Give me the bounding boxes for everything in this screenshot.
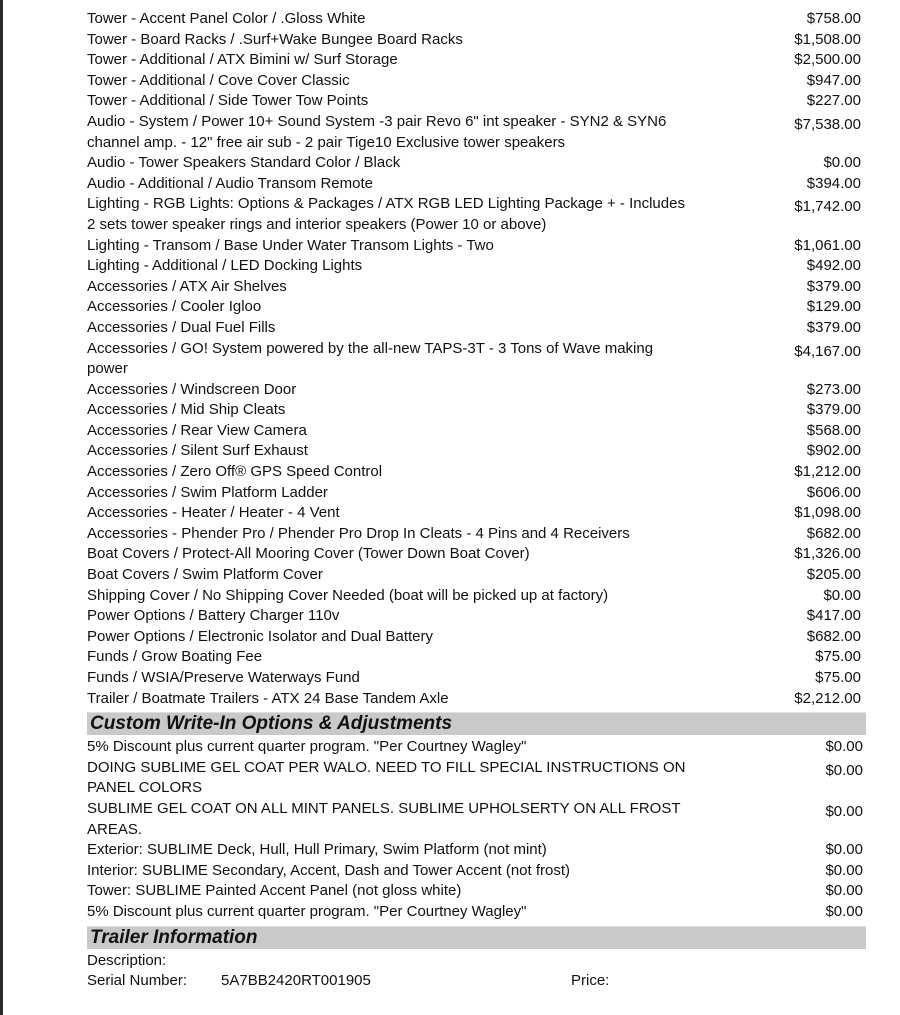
line-item-description: Tower - Accent Panel Color / .Gloss White [87, 10, 366, 27]
line-item-description: Tower - Board Racks / .Surf+Wake Bungee Board Racks [87, 30, 463, 48]
line-item-description: Funds / Grow Boating Fee [87, 648, 263, 666]
line-item-description: 5% Discount plus current quarter program. "Per Courtney Wagley" [87, 738, 527, 756]
line-item-row [87, 586, 867, 607]
line-item-description: Interior: SUBLIME Secondary, Accent, Dash and Tower Accent (not frost) [87, 861, 571, 879]
trailer-description-label: Description: [87, 951, 167, 969]
line-item-description: Accessories - Phender Pro / Phender Pro Drop In Cleats - 4 Pins and 4 Receivers [87, 524, 630, 542]
line-item-price: $947.00 [806, 71, 861, 89]
serial-number-value: 5A7BB2420RT001905 [221, 972, 371, 990]
line-item-price: $902.00 [806, 442, 861, 460]
line-item-description: Power Options / Battery Charger 110v [87, 607, 340, 625]
line-item-price: $379.00 [806, 318, 861, 336]
trailer-serial-row [87, 971, 867, 992]
custom-section-header: Custom Write-In Options & Adjustments [87, 712, 866, 735]
line-item-description: Audio - Tower Speakers Standard Color / Black [87, 154, 401, 172]
line-item-row [87, 30, 867, 51]
line-item-description: Tower - Additional / Cove Cover Classic [87, 71, 350, 89]
line-item-description: Tower - Additional / Side Tower Tow Points [87, 92, 369, 110]
line-item-price: $2,500.00 [794, 51, 861, 69]
line-item-price: $129.00 [806, 298, 861, 316]
line-item-row [87, 668, 867, 689]
line-item-row [87, 421, 867, 442]
line-item-price: $0.00 [825, 841, 863, 859]
line-item-description: Power Options / Electronic Isolator and Dual Battery [87, 627, 433, 645]
line-item-row [87, 153, 867, 174]
line-item-description: Shipping Cover / No Shipping Cover Needed (boat will be picked up at factory) [87, 586, 609, 604]
trailer-section-header: Trailer Information [87, 926, 866, 949]
line-item-description: Audio - Additional / Audio Transom Remote [87, 174, 373, 192]
line-item-price: $1,742.00 [794, 198, 861, 216]
line-item-description: Audio - System / Power 10+ Sound System -3 pair Revo 6" int speaker - SYN2 & SYN6 channel amp. - 12" free air sub - 2 pair Tige10 Exclusive tower speakers [87, 112, 667, 151]
line-item-price: $7,538.00 [794, 115, 861, 133]
line-item-description: Accessories / ATX Air Shelves [87, 277, 287, 295]
page-edge-border [0, 0, 3, 1015]
line-item-price: $75.00 [815, 648, 861, 666]
line-item-row [87, 799, 867, 840]
line-item-row [87, 297, 867, 318]
line-item-description: Boat Covers / Protect-All Mooring Cover (Tower Down Boat Cover) [87, 545, 530, 563]
line-item-price: $379.00 [806, 401, 861, 419]
line-item-row [87, 256, 867, 277]
line-item-description: Lighting - Additional / LED Docking Lights [87, 257, 363, 275]
line-item-price: $273.00 [806, 380, 861, 398]
line-item-price: $568.00 [806, 421, 861, 439]
line-item-row [87, 236, 867, 257]
line-item-price: $0.00 [825, 761, 863, 779]
line-item-row [87, 91, 867, 112]
line-item-row [87, 606, 867, 627]
line-item-price: $205.00 [806, 566, 861, 584]
line-item-price: $682.00 [806, 627, 861, 645]
line-item-row [87, 565, 867, 586]
line-item-description: Accessories / Cooler Igloo [87, 298, 262, 316]
line-item-description: Lighting - RGB Lights: Options & Packages / ATX RGB LED Lighting Package + - Includes 2 sets tower speaker rings and interior speakers (Power 10 or above) [87, 195, 685, 233]
line-item-description: Accessories / Swim Platform Ladder [87, 483, 328, 501]
line-item-price: $394.00 [806, 174, 861, 192]
line-item-price: $0.00 [825, 882, 863, 900]
options-sheet [87, 9, 867, 992]
line-item-row [87, 524, 867, 545]
line-item-row [87, 840, 867, 861]
line-item-price: $1,061.00 [794, 236, 861, 254]
line-item-price: $0.00 [825, 738, 863, 756]
line-item-price: $1,326.00 [794, 545, 861, 563]
line-item-description: Tower: SUBLIME Painted Accent Panel (not gloss white) [87, 882, 462, 900]
line-item-price: $0.00 [823, 154, 861, 172]
line-item-price: $75.00 [815, 669, 861, 686]
line-item-price: $2,212.00 [794, 689, 861, 707]
line-item-row [87, 194, 867, 235]
line-item-row [87, 277, 867, 298]
line-item-row [87, 861, 867, 882]
line-item-row [87, 902, 867, 923]
line-item-price: $758.00 [806, 10, 861, 27]
line-item-description: Tower - Additional / ATX Bimini w/ Surf Storage [87, 51, 398, 69]
line-item-description: Accessories / Silent Surf Exhaust [87, 442, 308, 460]
line-item-price: $379.00 [806, 277, 861, 295]
line-item-row [87, 462, 867, 483]
line-item-description: DOING SUBLIME GEL COAT PER WALO. NEED TO FILL SPECIAL INSTRUCTIONS ON PANEL COLORS [87, 758, 686, 797]
line-item-row [87, 174, 867, 195]
line-item-price: $227.00 [806, 92, 861, 110]
line-item-price: $492.00 [806, 257, 861, 275]
line-item-description: Accessories / GO! System powered by the all-new TAPS-3T - 3 Tons of Wave making power [87, 339, 654, 378]
line-item-row [87, 689, 867, 710]
line-item-row [87, 339, 867, 380]
line-item-row [87, 400, 867, 421]
custom-items-list [87, 737, 867, 922]
line-item-row [87, 737, 867, 758]
line-item-price: $4,167.00 [794, 342, 861, 360]
line-item-price: $1,212.00 [794, 463, 861, 481]
line-item-row [87, 9, 867, 30]
line-item-row [87, 441, 867, 462]
line-item-price: $0.00 [825, 802, 863, 820]
line-item-row [87, 50, 867, 71]
line-item-price: $0.00 [825, 861, 863, 879]
line-item-description: Funds / WSIA/Preserve Waterways Fund [87, 669, 360, 686]
line-item-price: $1,508.00 [794, 30, 861, 48]
line-item-price: $682.00 [806, 524, 861, 542]
line-item-row [87, 881, 867, 902]
line-item-description: Accessories / Mid Ship Cleats [87, 401, 286, 419]
line-item-description: 5% Discount plus current quarter program. "Per Courtney Wagley" [87, 902, 527, 920]
line-item-description: SUBLIME GEL COAT ON ALL MINT PANELS. SUBLIME UPHOLSERTY ON ALL FROST AREAS. [87, 799, 681, 838]
line-item-row [87, 71, 867, 92]
line-item-row [87, 544, 867, 565]
trailer-description-row [87, 951, 867, 972]
line-item-description: Accessories / Dual Fuel Fills [87, 318, 276, 336]
line-item-description: Accessories - Heater / Heater - 4 Vent [87, 504, 340, 522]
line-items-list [87, 9, 867, 709]
line-item-description: Trailer / Boatmate Trailers - ATX 24 Base Tandem Axle [87, 689, 449, 707]
line-item-description: Exterior: SUBLIME Deck, Hull, Hull Primary, Swim Platform (not mint) [87, 841, 547, 859]
trailer-price-label: Price: [571, 972, 610, 990]
line-item-price: $606.00 [806, 483, 861, 501]
line-item-price: $0.00 [823, 586, 861, 604]
line-item-description: Accessories / Windscreen Door [87, 380, 297, 398]
line-item-price: $1,098.00 [794, 504, 861, 522]
serial-number-label: Serial Number: [87, 972, 188, 990]
line-item-row [87, 758, 867, 799]
line-item-row [87, 647, 867, 668]
line-item-description: Boat Covers / Swim Platform Cover [87, 566, 323, 584]
line-item-row [87, 483, 867, 504]
line-item-row [87, 318, 867, 339]
line-item-row [87, 112, 867, 153]
line-item-description: Lighting - Transom / Base Under Water Transom Lights - Two [87, 236, 494, 254]
line-item-description: Accessories / Rear View Camera [87, 421, 307, 439]
line-item-row [87, 503, 867, 524]
line-item-price: $0.00 [825, 902, 863, 920]
line-item-row [87, 627, 867, 648]
line-item-row [87, 380, 867, 401]
line-item-price: $417.00 [806, 607, 861, 625]
line-item-description: Accessories / Zero Off® GPS Speed Control [87, 463, 383, 481]
